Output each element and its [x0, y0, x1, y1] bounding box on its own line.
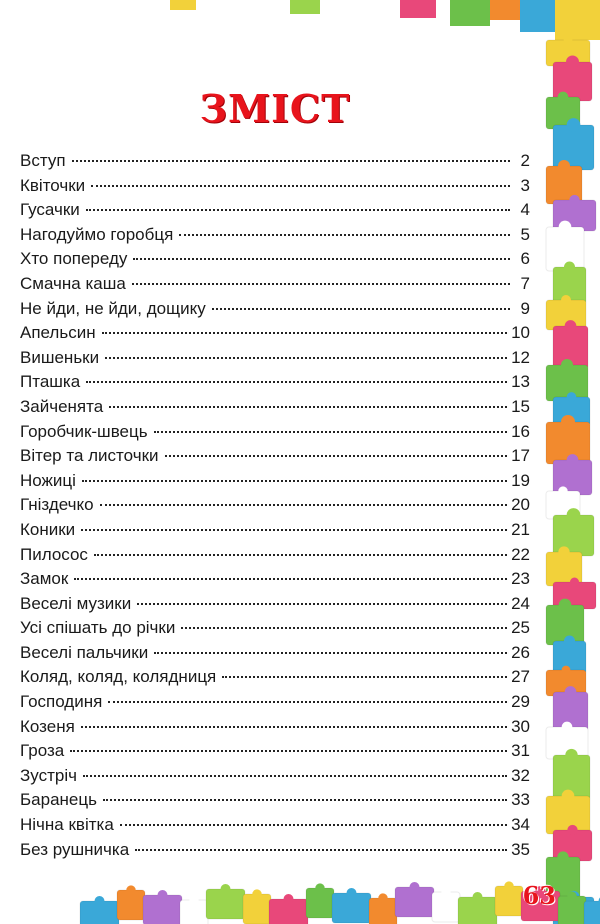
toc-entry-page: 6 — [520, 249, 530, 269]
dot-leader — [120, 824, 507, 826]
dot-leader — [100, 504, 507, 506]
dot-leader — [154, 431, 507, 433]
puzzle-knob — [558, 486, 567, 495]
dot-leader — [154, 652, 507, 654]
toc-entry-page: 24 — [511, 593, 530, 613]
toc-entry-title: Коляд, коляд, колядниця — [20, 667, 217, 687]
toc-entry-title: Пташка — [20, 372, 81, 392]
toc-entry-title: Веселі пальчики — [20, 642, 149, 662]
puzzle-knob — [284, 894, 294, 904]
puzzle-knob — [378, 893, 387, 902]
toc-entry — [20, 348, 530, 373]
toc-entry-page: 33 — [511, 790, 530, 810]
dot-leader — [83, 775, 507, 777]
puzzle-knob — [252, 889, 261, 898]
toc-entry — [20, 372, 530, 397]
toc-entry-title: Вступ — [20, 151, 66, 170]
toc-entry-title: Не йди, не йди, дощику — [20, 298, 206, 318]
toc-entry-page: 12 — [511, 347, 530, 367]
toc-entry-page: 22 — [511, 544, 530, 564]
puzzle-knob — [562, 722, 573, 733]
toc-entry-page: 25 — [511, 618, 530, 638]
toc-entry — [20, 741, 530, 766]
puzzle-knob — [567, 392, 577, 402]
puzzle-knob — [564, 262, 575, 273]
toc-entry-title: Усі спішать до річки — [20, 618, 176, 638]
toc-entry — [20, 151, 530, 176]
toc-entry-page: 9 — [520, 298, 530, 318]
toc-entry-title: Зустріч — [20, 765, 77, 785]
puzzle-piece — [584, 901, 600, 924]
puzzle-knob — [567, 454, 579, 466]
toc-entry — [20, 717, 530, 742]
puzzle-knob — [347, 888, 357, 898]
puzzle-knob — [473, 892, 483, 902]
toc-entry-page: 17 — [511, 446, 530, 466]
puzzle-knob — [565, 320, 577, 332]
toc-entry-page: 23 — [511, 569, 530, 589]
toc-entry — [20, 594, 530, 619]
puzzle-knob — [158, 890, 168, 900]
puzzle-knob — [559, 599, 572, 612]
toc-entry-page: 32 — [511, 765, 530, 785]
dot-leader — [165, 455, 508, 457]
dot-leader — [181, 627, 507, 629]
table-of-contents — [20, 151, 530, 864]
toc-entry-title: Господиня — [20, 692, 103, 712]
toc-entry-title: Апельсин — [20, 323, 96, 343]
puzzle-knob — [565, 749, 577, 761]
toc-entry-page: 13 — [511, 372, 530, 392]
toc-entry-title: Баранець — [20, 790, 97, 810]
toc-entry — [20, 692, 530, 717]
toc-entry-title: Гроза — [20, 741, 65, 761]
puzzle-border-right — [542, 0, 600, 924]
toc-entry — [20, 790, 530, 815]
toc-entry-page: 30 — [511, 716, 530, 736]
toc-entry-page: 29 — [511, 692, 530, 712]
puzzle-knob — [566, 56, 579, 69]
puzzle-knob — [562, 666, 571, 675]
toc-entry-title: Зайченята — [20, 396, 104, 416]
toc-entry — [20, 249, 530, 274]
toc-entry — [20, 667, 530, 692]
dot-leader — [179, 234, 510, 236]
dot-leader — [91, 185, 510, 187]
puzzle-knob — [221, 884, 231, 894]
dot-leader — [72, 160, 510, 162]
toc-entry-page: 7 — [520, 273, 530, 293]
toc-entry — [20, 545, 530, 570]
puzzle-knob — [557, 851, 568, 862]
toc-entry-page: 10 — [511, 323, 530, 343]
toc-entry-page: 35 — [511, 839, 530, 859]
puzzle-knob — [562, 790, 575, 803]
puzzle-border-bottom — [0, 872, 600, 924]
toc-entry-title: Ножиці — [20, 470, 76, 490]
toc-entry-page: 3 — [520, 175, 530, 195]
toc-entry — [20, 176, 530, 201]
toc-entry-page: 20 — [511, 495, 530, 515]
toc-entry-page: 15 — [511, 396, 530, 416]
puzzle-knob — [558, 92, 569, 103]
toc-entry-page: 27 — [511, 667, 530, 687]
toc-entry-title: Нічна квітка — [20, 815, 114, 835]
dot-leader — [222, 676, 507, 678]
toc-entry — [20, 495, 530, 520]
toc-entry-page: 31 — [511, 741, 530, 761]
puzzle-knob — [561, 415, 575, 429]
toc-entry-title: Смачна каша — [20, 273, 126, 293]
page-number: 63 — [522, 881, 556, 910]
puzzle-knob — [315, 883, 324, 892]
puzzle-knob — [567, 825, 577, 835]
toc-entry-page: 2 — [520, 151, 530, 170]
toc-entry — [20, 225, 530, 250]
toc-entry-page: 5 — [520, 224, 530, 244]
toc-entry — [20, 520, 530, 545]
dot-leader — [86, 381, 507, 383]
dot-leader — [132, 283, 510, 285]
toc-entry-title: Замок — [20, 569, 69, 589]
toc-entry — [20, 323, 530, 348]
toc-entry-page: 19 — [511, 470, 530, 490]
dot-leader — [94, 554, 507, 556]
toc-entry-page: 34 — [511, 815, 530, 835]
puzzle-knob — [126, 885, 135, 894]
puzzle-knob — [569, 195, 579, 205]
puzzle-knob — [504, 881, 513, 890]
toc-entry-title: Вітер та листочки — [20, 446, 159, 466]
puzzle-knob — [189, 895, 198, 904]
toc-entry — [20, 299, 530, 324]
puzzle-knob — [561, 295, 571, 305]
puzzle-knob — [558, 546, 569, 557]
toc-entry-page: 4 — [520, 200, 530, 220]
toc-entry-title: Без рушничка — [20, 839, 130, 859]
dot-leader — [212, 308, 510, 310]
dot-leader — [109, 406, 507, 408]
toc-entry-page: 26 — [511, 642, 530, 662]
toc-entry-title: Гусачки — [20, 200, 80, 220]
toc-entry-title: Квіточки — [20, 175, 86, 195]
dot-leader — [135, 849, 507, 851]
toc-entry-title: Веселі музики — [20, 593, 132, 613]
puzzle-knob — [567, 891, 576, 900]
dot-leader — [102, 332, 507, 334]
puzzle-knob — [567, 118, 581, 132]
toc-entry — [20, 840, 530, 865]
puzzle-knob — [95, 896, 105, 906]
toc-entry-title: Хто попереду — [20, 249, 128, 269]
toc-entry — [20, 766, 530, 791]
puzzle-knob — [567, 508, 581, 522]
dot-leader — [137, 603, 507, 605]
toc-entry-title: Коники — [20, 519, 76, 539]
puzzle-knob — [564, 636, 575, 647]
dot-leader — [81, 529, 507, 531]
dot-leader — [108, 701, 507, 703]
puzzle-knob — [561, 359, 573, 371]
dot-leader — [70, 750, 507, 752]
dot-leader — [86, 209, 510, 211]
dot-leader — [133, 258, 510, 260]
puzzle-knob — [559, 221, 572, 234]
toc-entry — [20, 200, 530, 225]
toc-entry-title: Горобчик-швець — [20, 421, 148, 441]
toc-entry-title: Гніздечко — [20, 495, 94, 515]
puzzle-knob — [558, 160, 570, 172]
toc-entry-page: 21 — [511, 519, 530, 539]
toc-entry — [20, 815, 530, 840]
dot-leader — [105, 357, 507, 359]
toc-entry-title: Козеня — [20, 716, 75, 736]
puzzle-knob — [410, 882, 420, 892]
toc-entry — [20, 397, 530, 422]
toc-entry-page: 16 — [511, 421, 530, 441]
toc-entry — [20, 471, 530, 496]
toc-entry — [20, 569, 530, 594]
puzzle-knob — [441, 887, 450, 896]
puzzle-knob — [565, 686, 577, 698]
toc-entry-title: Нагодуймо горобця — [20, 224, 174, 244]
toc-entry — [20, 446, 530, 471]
dot-leader — [103, 799, 507, 801]
page-title: ЗМІСТ — [199, 86, 351, 131]
dot-leader — [74, 578, 507, 580]
toc-entry-title: Пилосос — [20, 544, 88, 564]
toc-entry — [20, 643, 530, 668]
toc-entry — [20, 618, 530, 643]
puzzle-knob — [570, 578, 579, 587]
toc-entry — [20, 274, 530, 299]
dot-leader — [81, 726, 507, 728]
toc-entry — [20, 422, 530, 447]
puzzle-border-top — [150, 0, 600, 40]
toc-entry-title: Вишеньки — [20, 347, 100, 367]
dot-leader — [82, 480, 507, 482]
puzzle-knob — [564, 36, 573, 45]
